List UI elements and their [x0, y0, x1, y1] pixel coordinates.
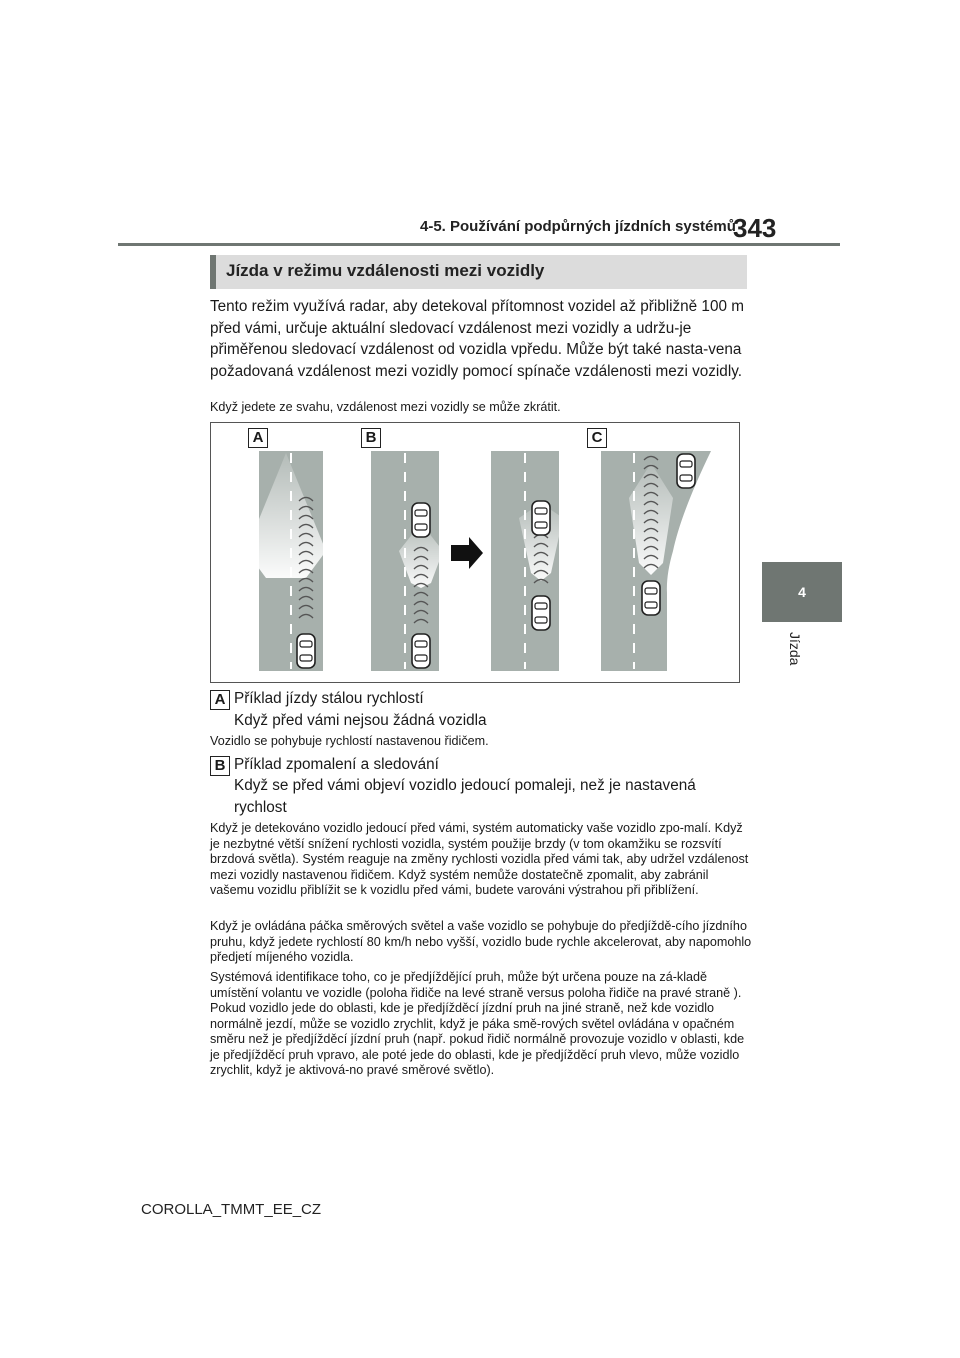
own-car-a	[297, 634, 315, 668]
item-a-subtitle: Když před vámi nejsou žádná vozidla	[234, 712, 487, 729]
road-b	[371, 451, 443, 671]
slope-note: Když jedete ze svahu, vzdálenost mezi vozidly se může zkrátit.	[210, 400, 561, 414]
section-heading	[210, 255, 747, 289]
front-car-b	[412, 503, 430, 537]
own-car-c2	[642, 581, 660, 615]
figure-label-a: A	[248, 428, 268, 448]
illustration	[210, 422, 740, 683]
merging-car-c	[677, 454, 695, 488]
item-b-paragraph-2: Když je ovládána páčka směrových světel a vaše vozidlo se pohybuje do předjíždě-cího jízdního pruhu, když jedete rychlostí 80 km/h nebo vyšší, vozidlo bude rychle akcelerovat, aby napomohlo předjetí míjeného vozidla.	[210, 919, 752, 964]
distance-illustration	[211, 423, 741, 684]
item-label-b: B	[210, 756, 230, 776]
road-c-1	[491, 451, 563, 671]
header-divider	[118, 243, 840, 246]
intro-paragraph: Tento režim využívá radar, aby detekoval přítomnost vozidel až přibližně 100 m před vámi, určuje aktuální sledovací vzdálenost mezi vozidly a udržu-je přiměřenou sledovací vzdálenost od vozidla vpředu. Může být také nasta-vena požadovaná vzdálenost mezi vozidly pomocí spínače vzdálenosti mezi vozidly.	[210, 298, 744, 380]
item-a-note: Vozidlo se pohybuje rychlostí nastavenou řidičem.	[210, 734, 489, 748]
chapter-tab: 4	[762, 562, 842, 622]
chapter-label: Jízda	[787, 632, 803, 666]
item-label-a: A	[210, 690, 230, 710]
front-car-c	[532, 501, 550, 535]
item-b-paragraph-1: Když je detekováno vozidlo jedoucí před vámi, systém automaticky vaše vozidlo zpo-malí. Když je nezbytné větší snížení rychlosti vozidla, systém použije brzdy (v tom okamžiku se rozsvítí brzdová světla). Systém reaguje na změny rychlosti vozidla před vámi tak, aby udržel vzdálenost mezi vozidly nastavenou řidičem. Když systém nemůže dostatečně zpomalit, aby zabránil vašemu vozidlu přiblížit se k vozidlu před vámi, budete varováni výstrahou při přiblížení.	[210, 821, 749, 897]
road-a	[246, 451, 326, 671]
item-b-subtitle: Když se před vámi objeví vozidlo jedoucí pomaleji, než je nastavená rychlost	[234, 777, 696, 816]
item-a-title: Příklad jízdy stálou rychlostí	[234, 690, 424, 707]
document-code: COROLLA_TMMT_EE_CZ	[141, 1201, 322, 1218]
item-b-paragraph-3: Systémová identifikace toho, co je předjíždějící pruh, může být určena pouze na zá-kladě umístění volantu ve vozidle (poloha řidiče na levé straně versus poloha řidiče na pravé straně ). Pokud vozidlo jede do oblasti, kde je předjížděcí jízdní pruh na jiné straně, než kde vozidlo normálně jezdí, může se vozidlo zrychlit, když je páka smě-rových světel ovládána v opačném směru než je předjížděcí jízdní pruh (např. pokud řidič normálně provozuje vozidlo v oblasti, kde je předjížděcí pruh vpravo, ale poté jede do oblasti, kde je předjížděcí pruh vlevo, může vozidlo zrychlit, když je aktivová-no pravé směrové světlo).	[210, 970, 745, 1077]
arrow-icon	[451, 537, 483, 569]
page-number: 343	[733, 213, 777, 243]
own-car-c	[532, 596, 550, 630]
item-b-title: Příklad zpomalení a sledování	[234, 756, 439, 773]
own-car-b	[412, 634, 430, 668]
section-heading-text: Jízda v režimu vzdálenosti mezi vozidly	[226, 261, 545, 280]
section-title: 4-5. Používání podpůrných jízdních systémů	[420, 218, 736, 235]
figure-label-b: B	[361, 428, 381, 448]
road-c-2	[601, 451, 711, 671]
figure-label-c: C	[587, 428, 607, 448]
